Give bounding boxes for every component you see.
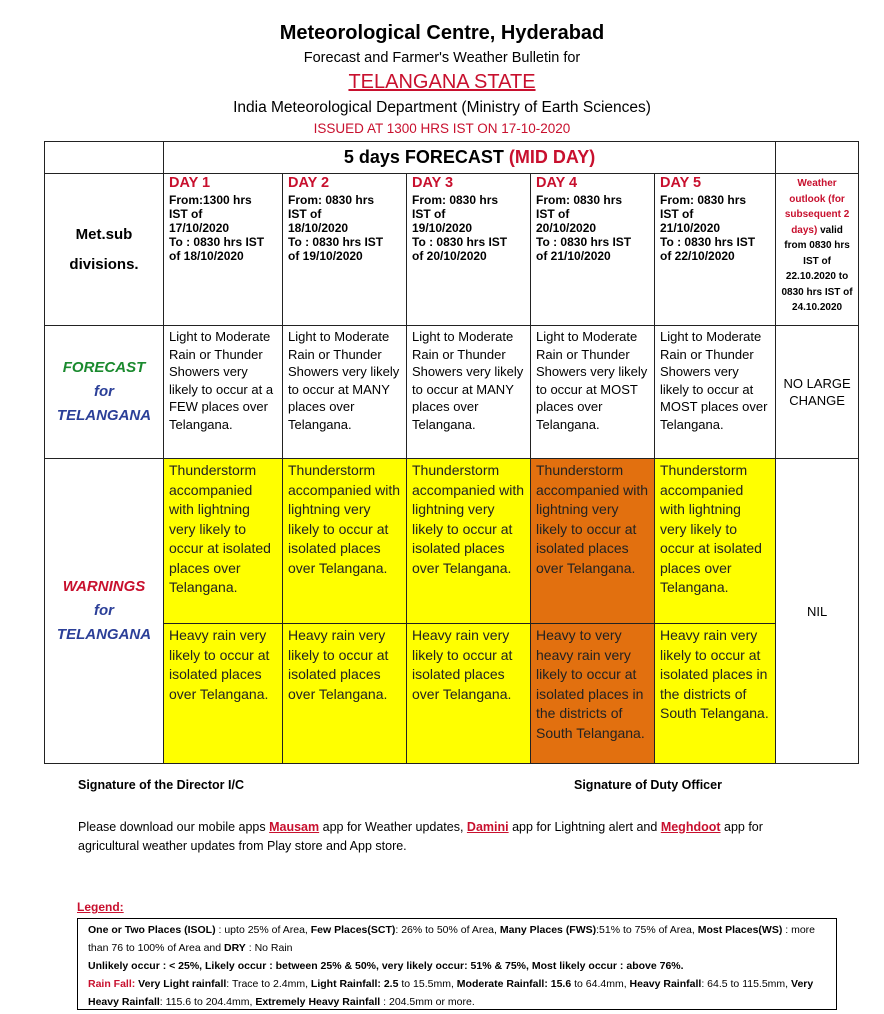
issued-time: ISSUED AT 1300 HRS IST ON 17-10-2020 (313, 121, 571, 136)
forecast-cell: Light to Moderate Rain or Thunder Showers very likely to occur at MOST places over Telangana. (655, 326, 776, 459)
rain-warning-cell: Heavy rain very likely to occur at isolated places over Telangana. (407, 624, 531, 764)
day-header: DAY 1 From:1300 hrs IST of 17/10/2020 To : 0830 hrs IST of 18/10/2020 (164, 174, 283, 326)
day-header: DAY 4 From: 0830 hrs IST of 20/10/2020 To : 0830 hrs IST of 21/10/2020 (531, 174, 655, 326)
forecast-cell: Light to Moderate Rain or Thunder Showers very likely to occur at MOST places over Telangana. (531, 326, 655, 459)
day-header: DAY 3 From: 0830 hrs IST of 19/10/2020 To : 0830 hrs IST of 20/10/2020 (407, 174, 531, 326)
duty-officer-signature: Signature of Duty Officer (574, 778, 722, 792)
mausam-app-link[interactable]: Mausam (269, 820, 320, 834)
rain-warning-cell: Heavy rain very likely to occur at isolated places in the districts of South Telangana. (655, 624, 776, 764)
meghdoot-app-link[interactable]: Meghdoot (660, 820, 721, 834)
rain-warning-cell: Heavy to very heavy rain very likely to occur at isolated places in the districts of South Telangana. (531, 624, 655, 764)
met-subdivisions-label: Met.sub divisions. (45, 174, 164, 326)
warnings-outlook: NIL (776, 459, 859, 764)
damini-app-link[interactable]: Damini (466, 820, 509, 834)
rain-warning-cell: Heavy rain very likely to occur at isolated places over Telangana. (283, 624, 407, 764)
thunder-warning-cell: Thunderstorm accompanied with lightning very likely to occur at isolated places over Telangana. (407, 459, 531, 624)
department: India Meteorological Department (Ministry of Earth Sciences) (233, 99, 651, 116)
thunder-warning-cell: Thunderstorm accompanied with lightning very likely to occur at isolated places over Telangana. (283, 459, 407, 624)
forecast-table (44, 141, 859, 764)
subtitle: Forecast and Farmer's Weather Bulletin for (303, 50, 581, 66)
rain-warning-cell: Heavy rain very likely to occur at isolated places over Telangana. (164, 624, 283, 764)
forecast-outlook: NO LARGE CHANGE (776, 326, 859, 459)
forecast-cell: Light to Moderate Rain or Thunder Showers very likely to occur at MANY places over Telangana. (407, 326, 531, 459)
thunder-warning-cell: Thunderstorm accompanied with lightning very likely to occur at isolated places over Telangana. (531, 459, 655, 624)
warnings-label: WARNINGS for TELANGANA (45, 459, 164, 764)
thunder-warning-cell: Thunderstorm accompanied with lightning very likely to occur at isolated places over Telangana. (164, 459, 283, 624)
thunder-warning-cell: Thunderstorm accompanied with lightning very likely to occur at isolated places over Telangana. (655, 459, 776, 624)
director-signature: Signature of the Director I/C (78, 778, 244, 792)
legend-title: Legend: (77, 900, 124, 914)
blank-cell (776, 142, 859, 174)
forecast-cell: Light to Moderate Rain or Thunder Showers very likely to occur at MANY places over Telangana. (283, 326, 407, 459)
corner-cell (45, 142, 164, 174)
download-note: Please download our mobile apps Mausam app for Weather updates, Damini app for Lightning alert and Meghdoot app for agricultural weather updates from Play store and App store. (78, 820, 763, 853)
legend-box: One or Two Places (ISOL) : upto 25% of Area, Few Places(SCT): 26% to 50% of Area, Many Places (FWS):51% to 75% of Area, Most Places(WS) : more than 76 to 100% of Area and DRY : No Rain Unlikely occur : < 25%, Likely occur : between 25% & 50%, very likely occur: 51% & 75%, Most likely occur : above 76%. Rain Fall: Very Light rainfall: Trace to 2.4mm, Light Rainfall: 2.5 to 15.5mm, Moderate Rainfall: 15.6 to 64.4mm, Heavy Rainfall: 64.5 to 115.5mm, Very Heavy Rainfall: 115.6 to 204.4mm, Extremely Heavy Rainfall : 204.5mm or more. (77, 918, 837, 1010)
day-header: DAY 2 From: 0830 hrs IST of 18/10/2020 To : 0830 hrs IST of 19/10/2020 (283, 174, 407, 326)
state-title: TELANGANA STATE (348, 71, 536, 93)
page-title: Meteorological Centre, Hyderabad (279, 22, 605, 44)
forecast-label: FORECAST for TELANGANA (45, 326, 164, 459)
outlook-header: Weather outlook (for subsequent 2 days) valid from 0830 hrs IST of 22.10.2020 to 0830 hrs IST of 24.10.2020 (776, 174, 859, 326)
forecast-cell: Light to Moderate Rain or Thunder Showers very likely to occur at a FEW places over Telangana. (164, 326, 283, 459)
table-title: 5 days FORECAST (MID DAY) (164, 142, 776, 174)
day-header: DAY 5 From: 0830 hrs IST of 21/10/2020 To : 0830 hrs IST of 22/10/2020 (655, 174, 776, 326)
